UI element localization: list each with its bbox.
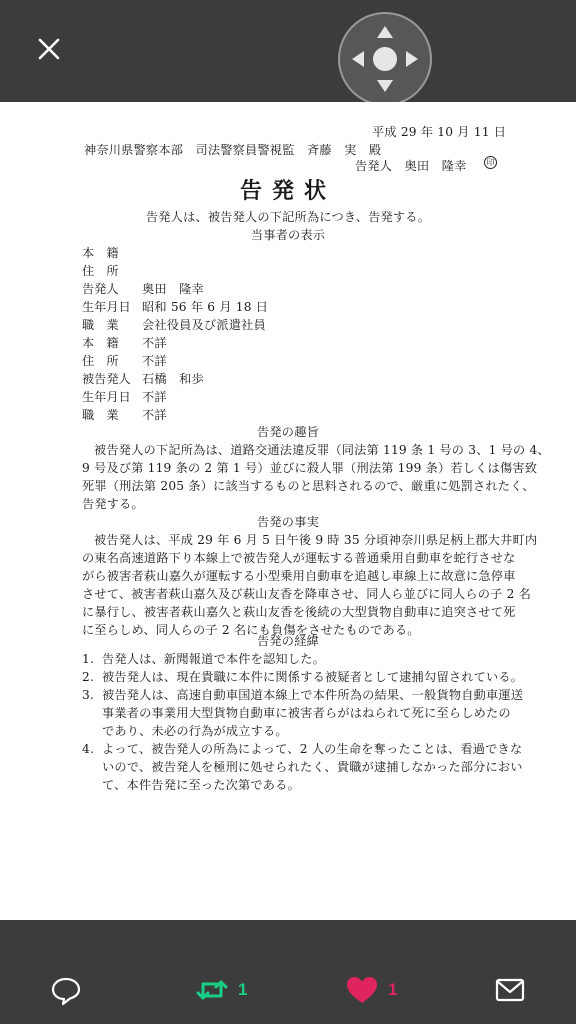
facts-line: の東名高速道路下り本線上で被告発人が運転する普通乗用自動車を蛇行させな (82, 551, 516, 565)
party-row (82, 371, 204, 387)
retweet-icon (194, 972, 230, 1008)
mail-icon (492, 972, 528, 1008)
facts-line: に暴行し、被害者萩山嘉久と萩山友香を後続の大型貨物自動車に追突させて死 (82, 605, 516, 619)
party-label: 本 籍 (82, 246, 119, 260)
party-row (82, 245, 142, 261)
party-label: 職 業 (82, 318, 119, 332)
history-item-line: よって、被告発人の所為によって、2 人の生命を奪ったことは、看過できな (102, 742, 523, 756)
reply-button[interactable] (48, 972, 84, 1008)
party-label: 住 所 (82, 264, 119, 278)
facts-line: に至らしめ、同人らの子 2 名にも負傷をさせたものである。 (82, 623, 420, 637)
party-row (82, 407, 167, 423)
purpose-heading: 告発の趣旨 (257, 425, 319, 439)
document-date: 平成 29 年 10 月 11 日 (372, 125, 507, 139)
facts-heading: 告発の事実 (257, 515, 319, 529)
party-row (82, 389, 167, 405)
party-label: 生年月日 (82, 390, 131, 404)
pan-control[interactable] (338, 12, 432, 106)
action-bar (0, 920, 576, 1024)
retweet-button[interactable] (194, 972, 247, 1008)
party-label: 被告発人 (82, 372, 131, 386)
seal-stamp: 印 (484, 156, 497, 169)
party-label: 告発人 (82, 282, 119, 296)
party-value: 不詳 (142, 390, 167, 404)
party-row (82, 335, 167, 351)
party-value: 奥田 隆幸 (142, 282, 204, 296)
history-item-line: て、本件告発に至った次第である。 (102, 778, 300, 792)
purpose-line: 9 号及び第 119 条の 2 第 1 号）並びに殺人罪（刑法第 199 条）若しくは傷害致 (82, 461, 538, 475)
party-row (82, 317, 266, 333)
facts-line: がら被害者萩山嘉久が運転する小型乗用自動車を追越し車線上に故意に急停車 (82, 569, 516, 583)
facts-line: 被告発人は、平成 29 年 6 月 5 日午後 9 時 35 分頃神奈川県足柄上郡大井町内 (94, 533, 538, 547)
pan-control-icon (340, 14, 430, 104)
party-row (82, 299, 268, 315)
party-label: 生年月日 (82, 300, 131, 314)
purpose-line: 死罪（刑法第 205 条）に該当するものと思料されるので、厳重に処罰されたく、 (82, 479, 535, 493)
history-item-number: 3. (82, 688, 95, 702)
close-button[interactable] (30, 30, 68, 68)
party-value: 石橋 和歩 (142, 372, 204, 386)
party-label: 住 所 (82, 354, 119, 368)
history-item-line: いので、被告発人を極刑に処せられたく、貴職が逮捕しなかった部分におい (102, 760, 523, 774)
history-item-number: 4. (82, 742, 95, 756)
party-row (82, 281, 204, 297)
history-heading: 告発の経緯 (257, 634, 319, 648)
facts-line: させて、被害者萩山嘉久及び萩山友香を降車させ、同人ら並びに同人らの子 2 名 (82, 587, 532, 601)
reply-icon (48, 972, 84, 1008)
document-intro: 告発人は、被告発人の下記所為につき、告発する。 (145, 210, 431, 224)
history-item-line: 事業者の事業用大型貨物自動車に被害者らがはねられて死に至らしめたの (102, 706, 511, 720)
document-image[interactable] (0, 102, 576, 920)
direct-message-button[interactable] (492, 972, 528, 1008)
document-title: 告発状 (239, 178, 336, 204)
top-bar (0, 0, 576, 102)
history-item-number: 1. (82, 652, 95, 666)
parties-heading: 当事者の表示 (250, 228, 326, 242)
history-item-line: であり、未必の行為が成立する。 (102, 724, 288, 738)
purpose-line: 被告発人の下記所為は、道路交通法違反罪（同法第 119 条 1 号の 3、1 号の 4、 (94, 443, 550, 457)
party-label: 本 籍 (82, 336, 119, 350)
party-value: 昭和 56 年 6 月 18 日 (142, 300, 269, 314)
purpose-line: 告発する。 (82, 497, 144, 511)
history-item-line: 告発人は、新聞報道で本件を認知した。 (102, 652, 325, 666)
document-addressee: 神奈川県警察本部 司法警察員警視監 斉藤 実 殿 (84, 143, 382, 157)
heart-icon (344, 972, 380, 1008)
retweet-count: 1 (238, 980, 248, 999)
party-label: 職 業 (82, 408, 119, 422)
history-item-line: 被告発人は、現在貴職に本件に関係する被疑者として逮捕勾留されている。 (102, 670, 524, 684)
party-value: 不詳 (142, 408, 167, 422)
complainant-signature: 告発人 奥田 隆幸 (355, 159, 467, 173)
history-item-number: 2. (82, 670, 95, 684)
party-value: 不詳 (142, 336, 167, 350)
party-value: 会社役員及び派遣社員 (142, 318, 266, 332)
history-item-line: 被告発人は、高速自動車国道本線上で本件所為の結果、一般貨物自動車運送 (102, 688, 524, 702)
like-count: 1 (388, 980, 398, 999)
close-icon (30, 30, 68, 68)
like-button[interactable] (344, 972, 397, 1008)
party-row (82, 263, 142, 279)
party-row (82, 353, 167, 369)
party-value: 不詳 (142, 354, 167, 368)
